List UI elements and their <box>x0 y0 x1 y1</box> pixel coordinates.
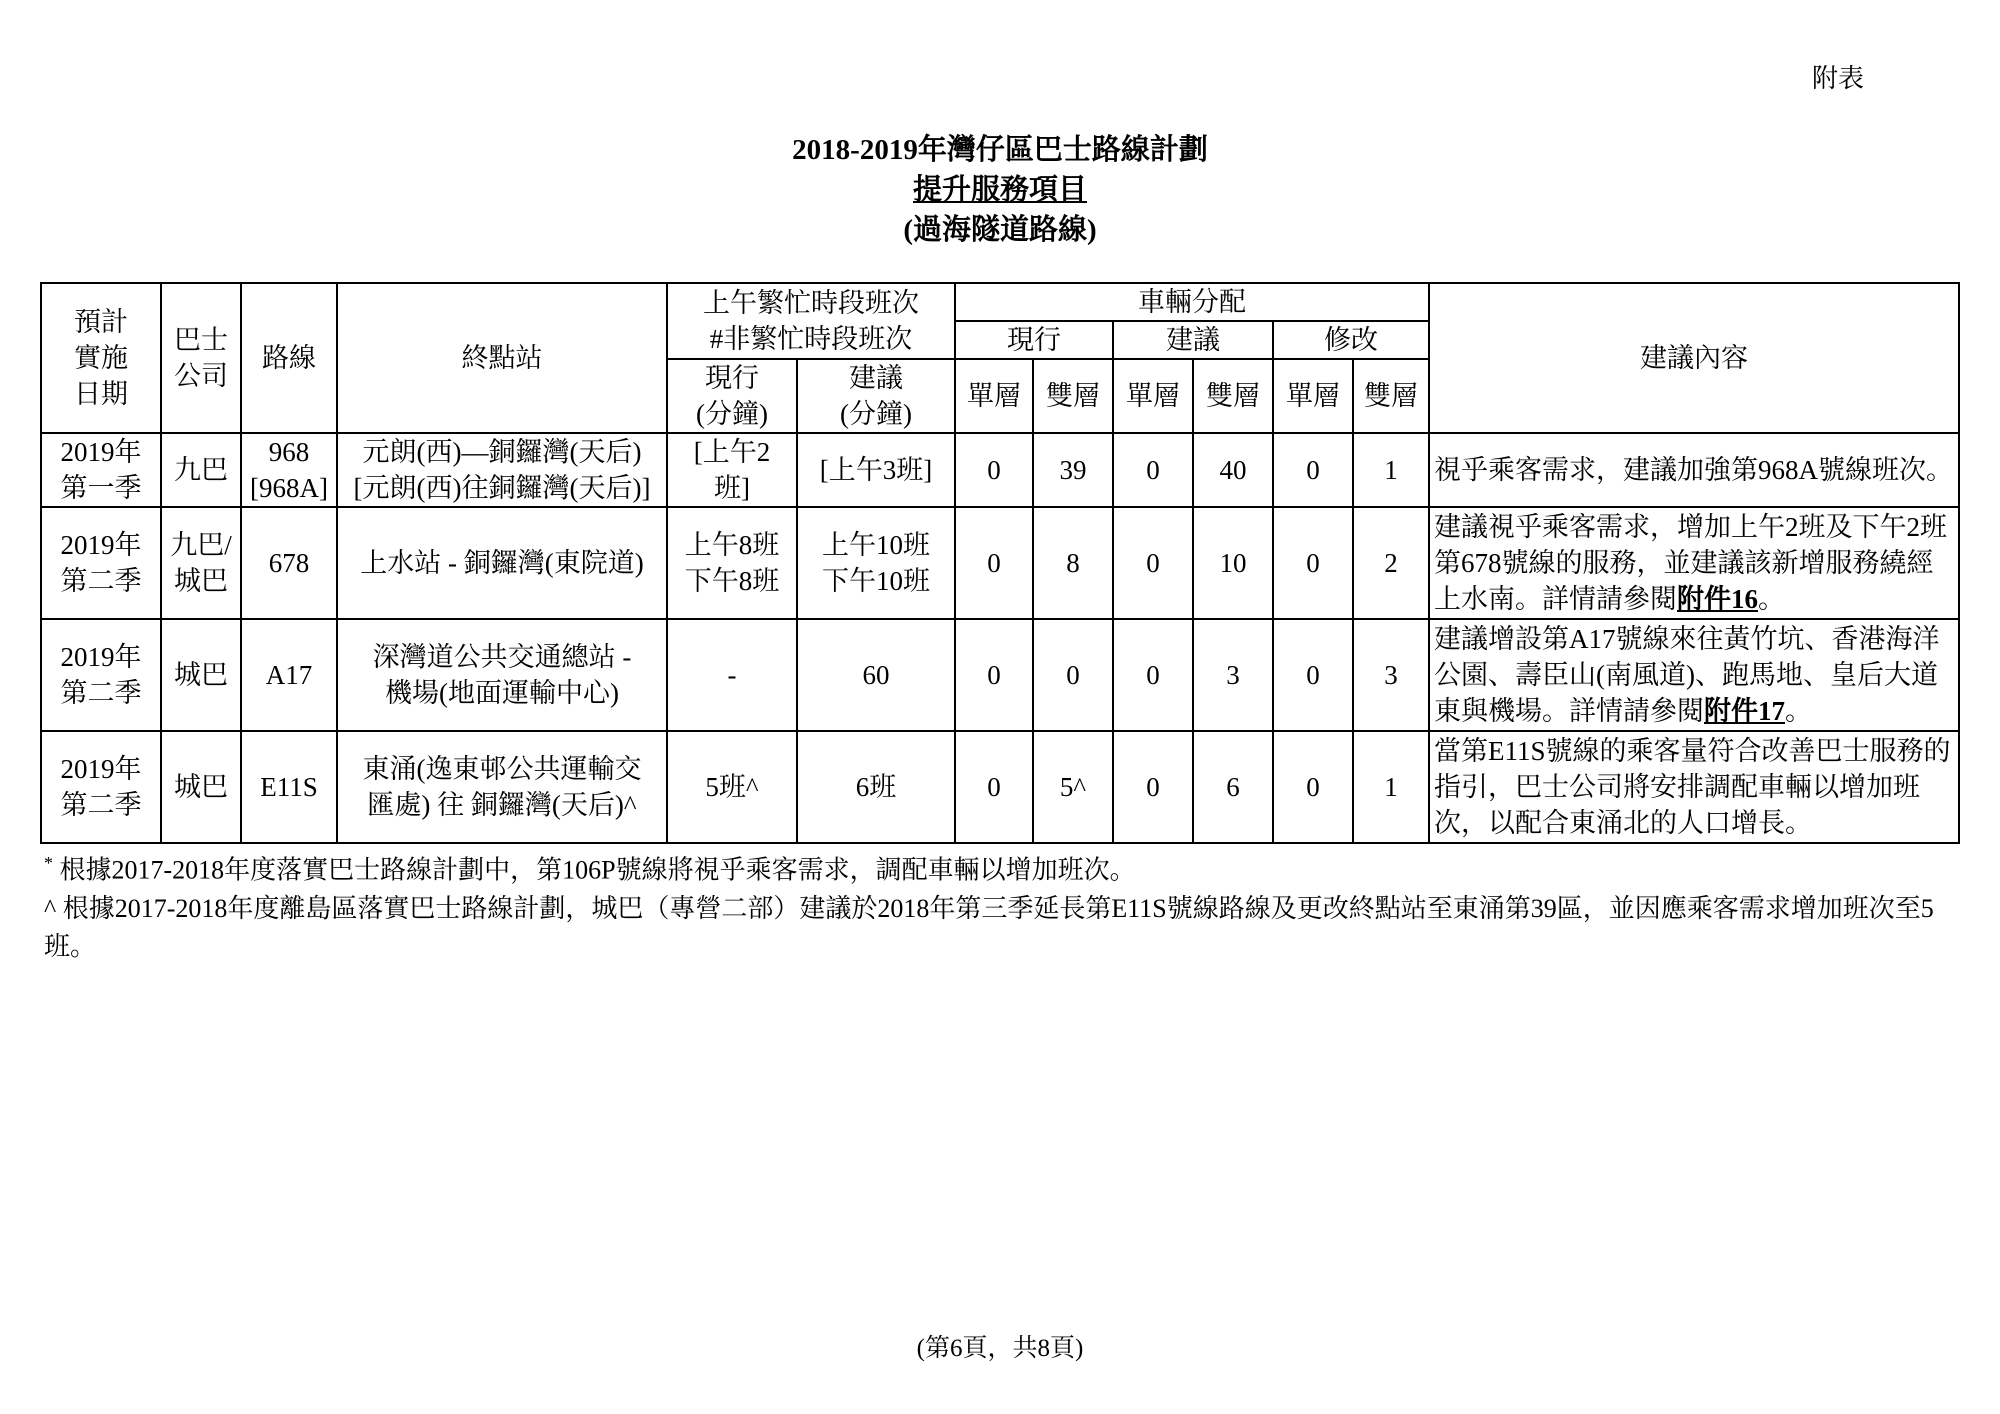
cell-frequency-current: 上午8班 下午8班 <box>667 507 797 619</box>
header-frequency-group: 上午繁忙時段班次 #非繁忙時段班次 <box>667 283 955 359</box>
cell-change-single: 0 <box>1273 433 1353 507</box>
cell-current-single: 0 <box>955 507 1033 619</box>
cell-termini: 東涌(逸東邨公共運輸交 匯處) 往 銅鑼灣(天后)^ <box>337 731 667 843</box>
header-single-deck: 單層 <box>955 359 1033 433</box>
cell-current-single: 0 <box>955 619 1033 731</box>
proposal-tail: 。 <box>1758 584 1785 614</box>
cell-route: 968 [968A] <box>241 433 337 507</box>
cell-proposal <box>1429 507 1959 619</box>
cell-proposed-double: 40 <box>1193 433 1273 507</box>
cell-proposed-single: 0 <box>1113 619 1193 731</box>
table-row <box>41 731 1959 843</box>
cell-current-single: 0 <box>955 731 1033 843</box>
page-number: (第6頁，共8頁) <box>916 1335 1084 1362</box>
header-row-1 <box>41 283 1959 321</box>
cell-company: 城巴 <box>161 619 241 731</box>
cell-company: 城巴 <box>161 731 241 843</box>
cell-frequency-proposed: [上午3班] <box>797 433 955 507</box>
cell-date: 2019年 第二季 <box>41 731 161 843</box>
cell-change-single: 0 <box>1273 619 1353 731</box>
header-double-deck: 雙層 <box>1193 359 1273 433</box>
header-vehicle-current: 現行 <box>955 321 1113 359</box>
cell-date: 2019年 第一季 <box>41 433 161 507</box>
cell-proposal <box>1429 433 1959 507</box>
header-date: 預計 實施 日期 <box>41 283 161 433</box>
title-line-2: 提升服務項目 <box>912 174 1087 206</box>
title-line-1: 2018-2019年灣仔區巴士路線計劃 <box>792 134 1208 166</box>
cell-proposed-double: 10 <box>1193 507 1273 619</box>
cell-frequency-current: 5班^ <box>667 731 797 843</box>
cell-change-double: 1 <box>1353 731 1429 843</box>
header-single-deck: 單層 <box>1273 359 1353 433</box>
proposal-tail: 。 <box>1785 696 1812 726</box>
cell-proposal <box>1429 619 1959 731</box>
cell-current-double: 8 <box>1033 507 1113 619</box>
header-frequency-current: 現行 (分鐘) <box>667 359 797 433</box>
footnote-star-mark: * <box>44 853 53 873</box>
cell-company: 九巴 <box>161 433 241 507</box>
cell-change-single: 0 <box>1273 507 1353 619</box>
table-row <box>41 433 1959 507</box>
cell-proposed-single: 0 <box>1113 507 1193 619</box>
cell-current-double: 0 <box>1033 619 1113 731</box>
cell-termini: 深灣道公共交通總站 - 機場(地面運輸中心) <box>337 619 667 731</box>
header-double-deck: 雙層 <box>1033 359 1113 433</box>
cell-proposed-double: 6 <box>1193 731 1273 843</box>
cell-termini: 上水站 - 銅鑼灣(東院道) <box>337 507 667 619</box>
header-termini: 終點站 <box>337 283 667 433</box>
cell-change-double: 3 <box>1353 619 1429 731</box>
footnote-star <box>44 844 1944 890</box>
cell-route: E11S <box>241 731 337 843</box>
cell-frequency-proposed: 上午10班 下午10班 <box>797 507 955 619</box>
annex-17-link[interactable]: 附件17 <box>1704 696 1785 726</box>
cell-change-double: 1 <box>1353 433 1429 507</box>
cell-change-single: 0 <box>1273 731 1353 843</box>
header-vehicle-change: 修改 <box>1273 321 1429 359</box>
proposal-text: 建議視乎乘客需求，增加上午2班及下午2班第678號線的服務，並建議該新增服務繞經上水南。詳情請參閱 <box>1434 512 1947 614</box>
header-company: 巴士 公司 <box>161 283 241 433</box>
cell-termini: 元朗(西)—銅鑼灣(天后) [元朗(西)往銅鑼灣(天后)] <box>337 433 667 507</box>
cell-current-double: 5^ <box>1033 731 1113 843</box>
cell-current-double: 39 <box>1033 433 1113 507</box>
cell-frequency-current: [上午2 班] <box>667 433 797 507</box>
cell-date: 2019年 第二季 <box>41 507 161 619</box>
proposal-text: 建議增設第A17號線來往黃竹坑、香港海洋公園、壽臣山(南風道)、跑馬地、皇后大道東與機場。詳情請參閱 <box>1434 624 1940 726</box>
header-vehicle-proposed: 建議 <box>1113 321 1273 359</box>
header-double-deck: 雙層 <box>1353 359 1429 433</box>
cell-change-double: 2 <box>1353 507 1429 619</box>
header-frequency-proposed: 建議 (分鐘) <box>797 359 955 433</box>
cell-proposed-single: 0 <box>1113 433 1193 507</box>
header-proposal: 建議內容 <box>1429 283 1959 433</box>
cell-route: A17 <box>241 619 337 731</box>
footnotes <box>44 844 1944 966</box>
header-single-deck: 單層 <box>1113 359 1193 433</box>
footnote-star-text: 根據2017-2018年度落實巴士路線計劃中，第106P號線將視乎乘客需求，調配車輛以增加班次。 <box>59 855 1136 885</box>
cell-frequency-proposed: 60 <box>797 619 955 731</box>
proposal-text: 視乎乘客需求，建議加強第968A號線班次。 <box>1434 455 1953 485</box>
header-route: 路線 <box>241 283 337 433</box>
cell-frequency-proposed: 6班 <box>797 731 955 843</box>
annex-label: 附表 <box>1812 64 1865 93</box>
cell-date: 2019年 第二季 <box>41 619 161 731</box>
header-vehicle-group: 車輛分配 <box>955 283 1429 321</box>
cell-frequency-current: - <box>667 619 797 731</box>
cell-proposed-double: 3 <box>1193 619 1273 731</box>
table-row <box>41 507 1959 619</box>
footnote-caret: ^ 根據2017-2018年度離島區落實巴士路線計劃，城巴（專營二部）建議於2018年第三季延長第E11S號線路線及更改終點站至東涌第39區，並因應乘客需求增加班次至5班。 <box>44 893 1934 961</box>
route-plan-table <box>40 282 1960 844</box>
cell-route: 678 <box>241 507 337 619</box>
annex-16-link[interactable]: 附件16 <box>1677 584 1758 614</box>
document-title <box>0 130 2000 250</box>
cell-current-single: 0 <box>955 433 1033 507</box>
title-line-3: (過海隧道路線) <box>903 214 1097 246</box>
table-row <box>41 619 1959 731</box>
cell-company: 九巴/ 城巴 <box>161 507 241 619</box>
cell-proposal <box>1429 731 1959 843</box>
proposal-text: 當第E11S號線的乘客量符合改善巴士服務的指引，巴士公司將安排調配車輛以增加班次，以配合東涌北的人口增長。 <box>1434 736 1951 838</box>
cell-proposed-single: 0 <box>1113 731 1193 843</box>
